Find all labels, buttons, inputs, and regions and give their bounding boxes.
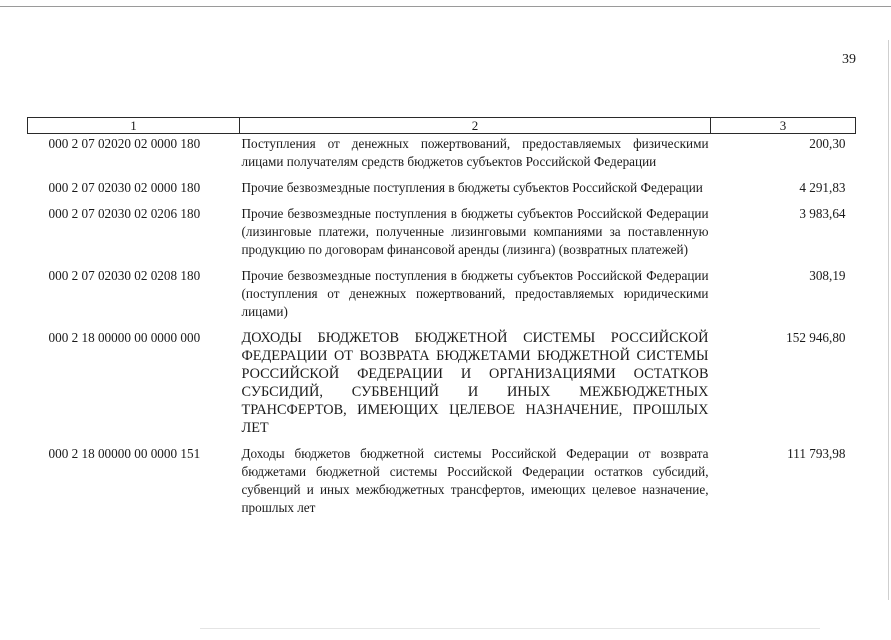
- revenue-name: Прочие безвозмездные поступления в бюджеты субъектов Российской Федерации: [241, 180, 703, 195]
- table-row: [28, 329, 856, 445]
- budget-code: 000 2 07 02030 02 0208 180: [48, 268, 201, 283]
- revenue-name: Поступления от денежных пожертвований, предоставляемых физическими лицами получателям средств бюджетов субъектов Российской Федерации: [241, 136, 709, 169]
- budget-code: 000 2 07 02030 02 0206 180: [48, 206, 201, 221]
- table-body: [28, 134, 856, 526]
- revenue-name: Прочие безвозмездные поступления в бюджеты субъектов Российской Федерации (лизинговые платежи, полученные лизинговыми компаниями за поставленную продукцию по договорам финансовой аренды (лизинга) (возвратных платежей): [241, 206, 709, 257]
- table-row: [28, 179, 856, 205]
- top-scan-border: [0, 6, 891, 7]
- table-row: [28, 445, 856, 525]
- revenue-name: ДОХОДЫ БЮДЖЕТОВ БЮДЖЕТНОЙ СИСТЕМЫ РОССИЙСКОЙ ФЕДЕРАЦИИ ОТ ВОЗВРАТА БЮДЖЕТАМИ БЮДЖЕТНОЙ СИСТЕМЫ РОССИЙСКОЙ ФЕДЕРАЦИИ И ОРГАНИЗАЦИЯМИ ОСТАТКОВ СУБСИДИЙ, СУБВЕНЦИЙ И ИНЫХ МЕЖБЮДЖЕТНЫХ ТРАНСФЕРТОВ, ИМЕЮЩИХ ЦЕЛЕВОЕ НАЗНАЧЕНИЕ, ПРОШЛЫХ ЛЕТ: [241, 330, 709, 436]
- table-header: [28, 118, 856, 134]
- amount: 308,19: [809, 268, 846, 283]
- amount: 200,30: [809, 136, 846, 151]
- right-scan-border: [888, 40, 889, 600]
- table-row: [28, 205, 856, 267]
- header-row: [28, 118, 856, 134]
- header-column-3: 3: [711, 118, 856, 134]
- amount: 3 983,64: [799, 206, 846, 221]
- header-column-2: 2: [240, 118, 711, 134]
- amount: 4 291,83: [799, 180, 846, 195]
- amount: 111 793,98: [787, 446, 846, 461]
- budget-code: 000 2 18 00000 00 0000 151: [48, 446, 201, 461]
- page-number: 39: [842, 52, 856, 67]
- revenue-name: Доходы бюджетов бюджетной системы Российской Федерации от возврата бюджетами бюджетной системы Российской Федерации остатков субсидий, субвенций и иных межбюджетных трансфертов, имеющих целевое назначение, прошлых лет: [241, 446, 709, 515]
- revenue-name: Прочие безвозмездные поступления в бюджеты субъектов Российской Федерации (поступления от денежных пожертвований, предоставляемых юридическими лицами): [241, 268, 709, 319]
- budget-revenue-table: [27, 117, 856, 525]
- table-row: [28, 134, 856, 180]
- budget-code: 000 2 07 02030 02 0000 180: [48, 180, 201, 195]
- budget-code: 000 2 07 02020 02 0000 180: [48, 136, 201, 151]
- bottom-scan-artifact: [200, 628, 820, 629]
- amount: 152 946,80: [786, 330, 846, 345]
- header-column-1: 1: [28, 118, 240, 134]
- budget-code: 000 2 18 00000 00 0000 000: [48, 330, 201, 345]
- table-row: [28, 267, 856, 329]
